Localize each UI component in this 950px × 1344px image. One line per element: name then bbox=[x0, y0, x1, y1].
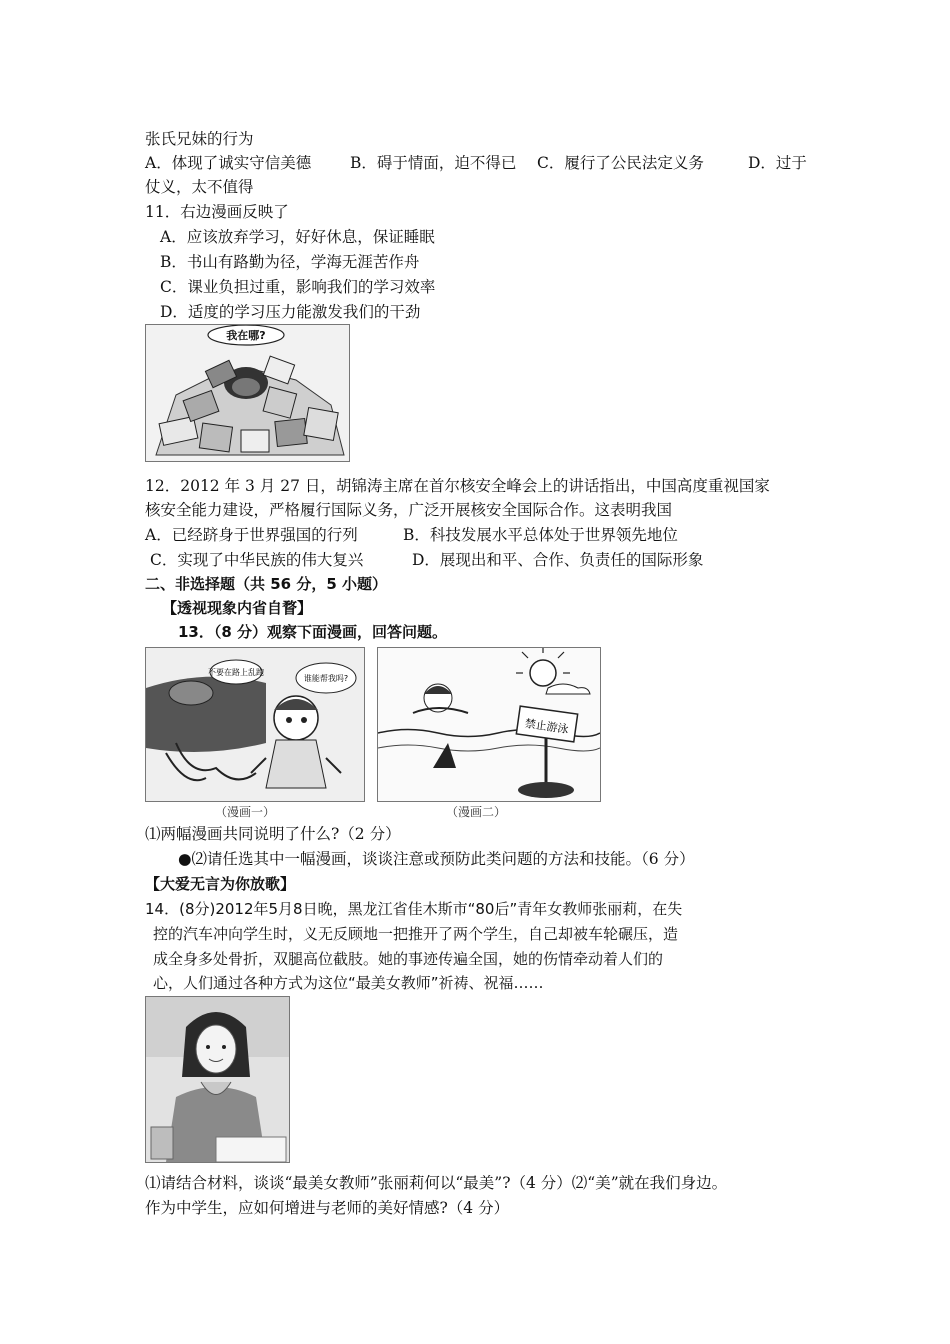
q10-option-c: C．履行了公民法定义务 bbox=[537, 154, 704, 172]
no-swimming-sign-text: 禁止游泳 bbox=[523, 716, 570, 736]
cartoon-bubble-text: 我在哪? bbox=[226, 329, 266, 342]
q11-option-d: D．适度的学习压力能激发我们的干劲 bbox=[160, 303, 421, 321]
q12-option-c: C．实现了中华民族的伟大复兴 bbox=[150, 551, 364, 569]
cartoon-one-bubble-b: 谁能帮我吗? bbox=[303, 674, 349, 683]
q12-stem-line2: 核安全能力建设，严格履行国际义务，广泛开展核安全国际合作。这表明我国 bbox=[145, 501, 673, 519]
q13-stem: 13．（8 分）观察下面漫画，回答问题。 bbox=[178, 623, 448, 641]
q14-line4: 心，人们通过各种方式为这位“最美女教师”祈祷、祝福…… bbox=[153, 974, 544, 992]
teacher-portrait-illustration bbox=[146, 997, 289, 1162]
section-2-subheading: 【透视现象内省自瞀】 bbox=[162, 599, 313, 617]
cartoon-one-caption: （漫画一） bbox=[215, 805, 276, 819]
books-pile-illustration bbox=[146, 325, 349, 461]
q10-stem-tail: 张氏兄妹的行为 bbox=[145, 130, 254, 148]
q14-line1: 14．(8分)2012年5月8日晚，黑龙江省佳木斯市“80后”青年女教师张丽莉，在失 bbox=[145, 900, 683, 918]
q12-option-d: D．展现出和平、合作、负责任的国际形象 bbox=[412, 551, 704, 569]
q12-option-b: B．科技发展水平总体处于世界领先地位 bbox=[403, 526, 678, 544]
q13-cartoon-one bbox=[145, 647, 365, 802]
swimming-cartoon-illustration bbox=[378, 648, 600, 801]
section-2-title: 二、非选择题（共 56 分，5 小题） bbox=[145, 575, 387, 593]
pedestrian-cartoon-illustration bbox=[146, 648, 364, 801]
q10-option-b: B．碍于情面，迫不得已 bbox=[350, 154, 517, 172]
q11-option-c: C．课业负担过重，影响我们的学习效率 bbox=[160, 278, 436, 296]
q14-line3: 成全身多处骨折，双腿高位截肢。她的事迹传遍全国，她的伤情牵动着人们的 bbox=[153, 950, 664, 968]
section-3-subheading: 【大爱无言为你放歌】 bbox=[145, 875, 296, 893]
q10-option-d: D．过于 bbox=[748, 154, 807, 172]
q10-option-a: A．体现了诚实守信美德 bbox=[145, 154, 312, 172]
q11-stem: 11．右边漫画反映了 bbox=[145, 203, 289, 221]
q13-subquestion-1: ⑴两幅漫画共同说明了什么?（2 分） bbox=[145, 825, 401, 843]
q13-subquestion-2: ●⑵请任选其中一幅漫画，谈谈注意或预防此类问题的方法和技能。（6 分） bbox=[178, 850, 695, 868]
cartoon-two-caption: （漫画二） bbox=[446, 805, 507, 819]
q14-teacher-photo bbox=[145, 996, 290, 1163]
q11-cartoon-books bbox=[145, 324, 350, 462]
q14-subquestions-line2: 作为中学生，应如何增进与老师的美好情感?（4 分） bbox=[145, 1199, 510, 1217]
q13-cartoon-two bbox=[377, 647, 601, 802]
q10-option-d-continued: 仗义，太不值得 bbox=[145, 178, 254, 196]
q14-subquestions-line1: ⑴请结合材料，谈谈“最美女教师”张丽莉何以“最美”?（4 分）⑵“美”就在我们身边。 bbox=[145, 1174, 728, 1192]
q14-line2: 控的汽车冲向学生时，义无反顾地一把推开了两个学生，自己却被车轮碾压，造 bbox=[153, 925, 679, 943]
q11-option-b: B．书山有路勤为径，学海无涯苦作舟 bbox=[160, 253, 420, 271]
q12-option-a: A．已经跻身于世界强国的行列 bbox=[145, 526, 358, 544]
q12-stem-line1: 12．2012 年 3 月 27 日，胡锦涛主席在首尔核安全峰会上的讲话指出，中国高度重视国家 bbox=[145, 477, 770, 495]
q11-option-a: A．应该放弃学习，好好休息，保证睡眠 bbox=[160, 228, 435, 246]
cartoon-one-bubble-a: 不要在路上乱跑 bbox=[208, 668, 264, 677]
